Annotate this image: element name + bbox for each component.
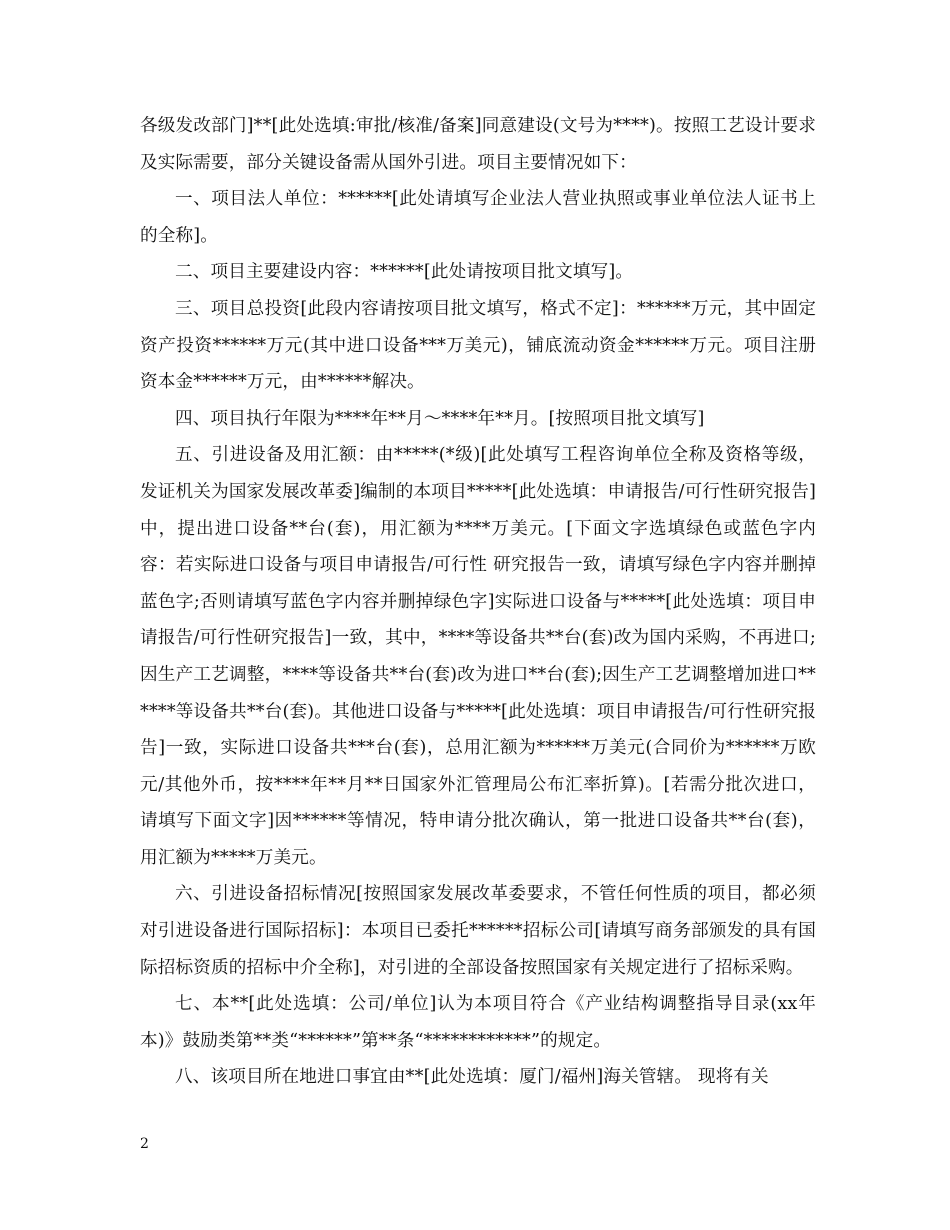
- paragraph-tendering: 六、引进设备招标情况[按照国家发展改革委要求，不管任何性质的项目，都必须对引进设备进行国际招标]：本项目已委托******招标公司[请填写商务部颁发的具有国际招标资质的招标中介全称]，对引进的全部设备按照国家有关规定进行了招标采购。: [140, 884, 816, 978]
- page-number: 2: [140, 1136, 149, 1152]
- paragraph-customs: 八、该项目所在地进口事宜由**[此处选填：厦门/福州]海关管辖。 现将有关: [175, 1067, 769, 1088]
- paragraph-legal-entity: 一、项目法人单位：******[此处请填写企业法人营业执照或事业单位法人证书上的全称]。: [140, 189, 816, 246]
- paragraph-construction-content: 二、项目主要建设内容：******[此处请按项目批文填写]。: [175, 262, 634, 283]
- document-body: [140, 108, 816, 1096]
- paragraph-intro: 各级发改部门]**[此处选填:审批/核准/备案]同意建设(文号为****)。按照工艺设计要求及实际需要，部分关键设备需从国外引进。项目主要情况如下：: [140, 116, 816, 173]
- paragraph-policy-compliance: 七、本**[此处选填：公司/单位]认为本项目符合《产业结构调整指导目录(xx年本)》鼓励类第**类“******”第**条“************”的规定。: [140, 994, 816, 1051]
- paragraph-total-investment: 三、项目总投资[此段内容请按项目批文填写，格式不定]：******万元，其中固定资产投资******万元(其中进口设备***万美元)，铺底流动资金******万元。项目注册资本金******万元，由******解决。: [140, 298, 816, 393]
- paragraph-imported-equipment: 五、引进设备及用汇额：由*****(*级)[此处填写工程咨询单位全称及资格等级，发证机关为国家发展改革委]编制的本项目*****[此处选填：申请报告/可行性研究报告]中，提出进口设备**台(套)，用汇额为****万美元。[下面文字选填绿色或蓝色字内容：若实际进口设备与项目申请报告/可行性 研究报告一致，请填写绿色字内容并删掉蓝色字;否则请填写蓝色字内容并删掉绿色字]实际进口设备与*****[此处选填：项目申请报告/可行性研究报告]一致，其中，****等设备共**台(套)改为国内采购，不再进口;因生产工艺调整，****等设备共**台(套)改为进口**台(套);因生产工艺调整增加进口******等设备共**台(套)。其他进口设备与*****[此处选填：项目申请报告/可行性研究报告]一致，实际进口设备共***台(套)，总用汇额为******万美元(合同价为******万欧元/其他外币，按****年**月**日国家外汇管理局公布汇率折算)。[若需分批次进口，请填写下面文字]因******等情况，特申请分批次确认，第一批进口设备共**台(套)，用汇额为*****万美元。: [140, 445, 816, 868]
- paragraph-execution-period: 四、项目执行年限为****年**月～****年**月。[按照项目批文填写]: [175, 408, 705, 429]
